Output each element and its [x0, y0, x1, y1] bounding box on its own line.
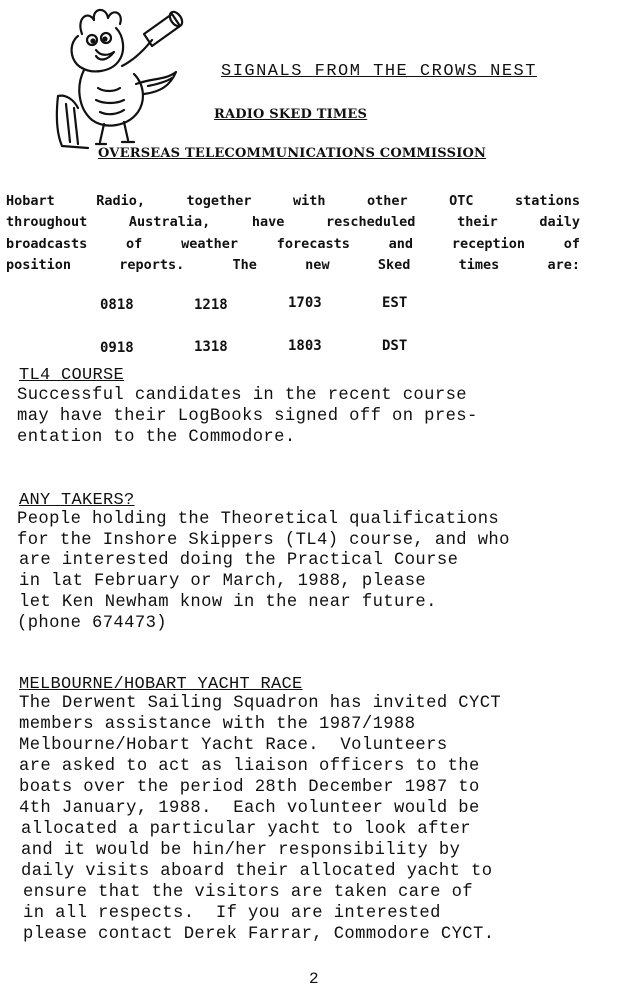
body-line: Successful candidates in the recent course: [17, 386, 467, 405]
sked-time: 1803: [288, 338, 322, 354]
intro-line: throughout Australia, have rescheduled their daily: [6, 214, 580, 230]
body-line: The Derwent Sailing Squadron has invited CYCT: [19, 694, 502, 713]
body-line: in all respects. If you are interested: [23, 904, 441, 923]
body-line: members assistance with the 1987/1988: [19, 715, 416, 734]
section-heading: ANY TAKERS?: [19, 491, 135, 510]
section-heading: MELBOURNE/HOBART YACHT RACE: [19, 675, 303, 694]
body-line: boats over the period 28th December 1987 to: [19, 778, 480, 797]
section-title: RADIO SKED TIMES: [214, 107, 368, 122]
intro-line: position reports. The new Sked times are:: [6, 257, 580, 273]
body-line: daily visits aboard their allocated yacht to: [21, 862, 493, 881]
body-line: in lat February or March, 1988, please: [19, 572, 427, 591]
body-line: Melbourne/Hobart Yacht Race. Volunteers: [19, 736, 448, 755]
sked-zone: EST: [382, 295, 408, 311]
body-line: are interested doing the Practical Course: [19, 551, 459, 570]
body-line: may have their LogBooks signed off on pres-: [17, 407, 478, 426]
body-line: and it would be hin/her responsibility by: [21, 841, 461, 860]
organisation-title: OVERSEAS TELECOMMUNICATIONS COMMISSION: [98, 146, 487, 161]
page-number: 2: [309, 970, 319, 988]
sked-time: 0818: [100, 297, 134, 313]
intro-line: broadcasts of weather forecasts and reception of: [6, 236, 580, 252]
sked-zone: DST: [382, 338, 408, 354]
body-line: are asked to act as liaison officers to the: [19, 757, 480, 776]
sked-time: 1318: [194, 339, 228, 355]
body-line: please contact Derek Farrar, Commodore CYCT.: [23, 925, 495, 944]
body-line: allocated a particular yacht to look after: [21, 820, 471, 839]
newsletter-title: SIGNALS FROM THE CROWS NEST: [221, 62, 537, 81]
crow-with-telescope-icon: [48, 4, 198, 152]
sked-time: 0918: [100, 340, 134, 356]
intro-line: Hobart Radio, together with other OTC stations: [6, 193, 580, 209]
body-line: (phone 674473): [17, 614, 167, 633]
body-line: 4th January, 1988. Each volunteer would be: [19, 799, 480, 818]
body-line: let Ken Newham know in the near future.: [19, 593, 437, 612]
body-line: for the Inshore Skippers (TL4) course, and who: [17, 531, 510, 550]
section-heading: TL4 COURSE: [19, 366, 125, 385]
body-line: ensure that the visitors are taken care of: [23, 883, 473, 902]
body-line: entation to the Commodore.: [17, 428, 296, 447]
sked-time: 1703: [288, 295, 322, 311]
body-line: People holding the Theoretical qualifications: [17, 510, 500, 529]
sked-time: 1218: [194, 297, 228, 313]
